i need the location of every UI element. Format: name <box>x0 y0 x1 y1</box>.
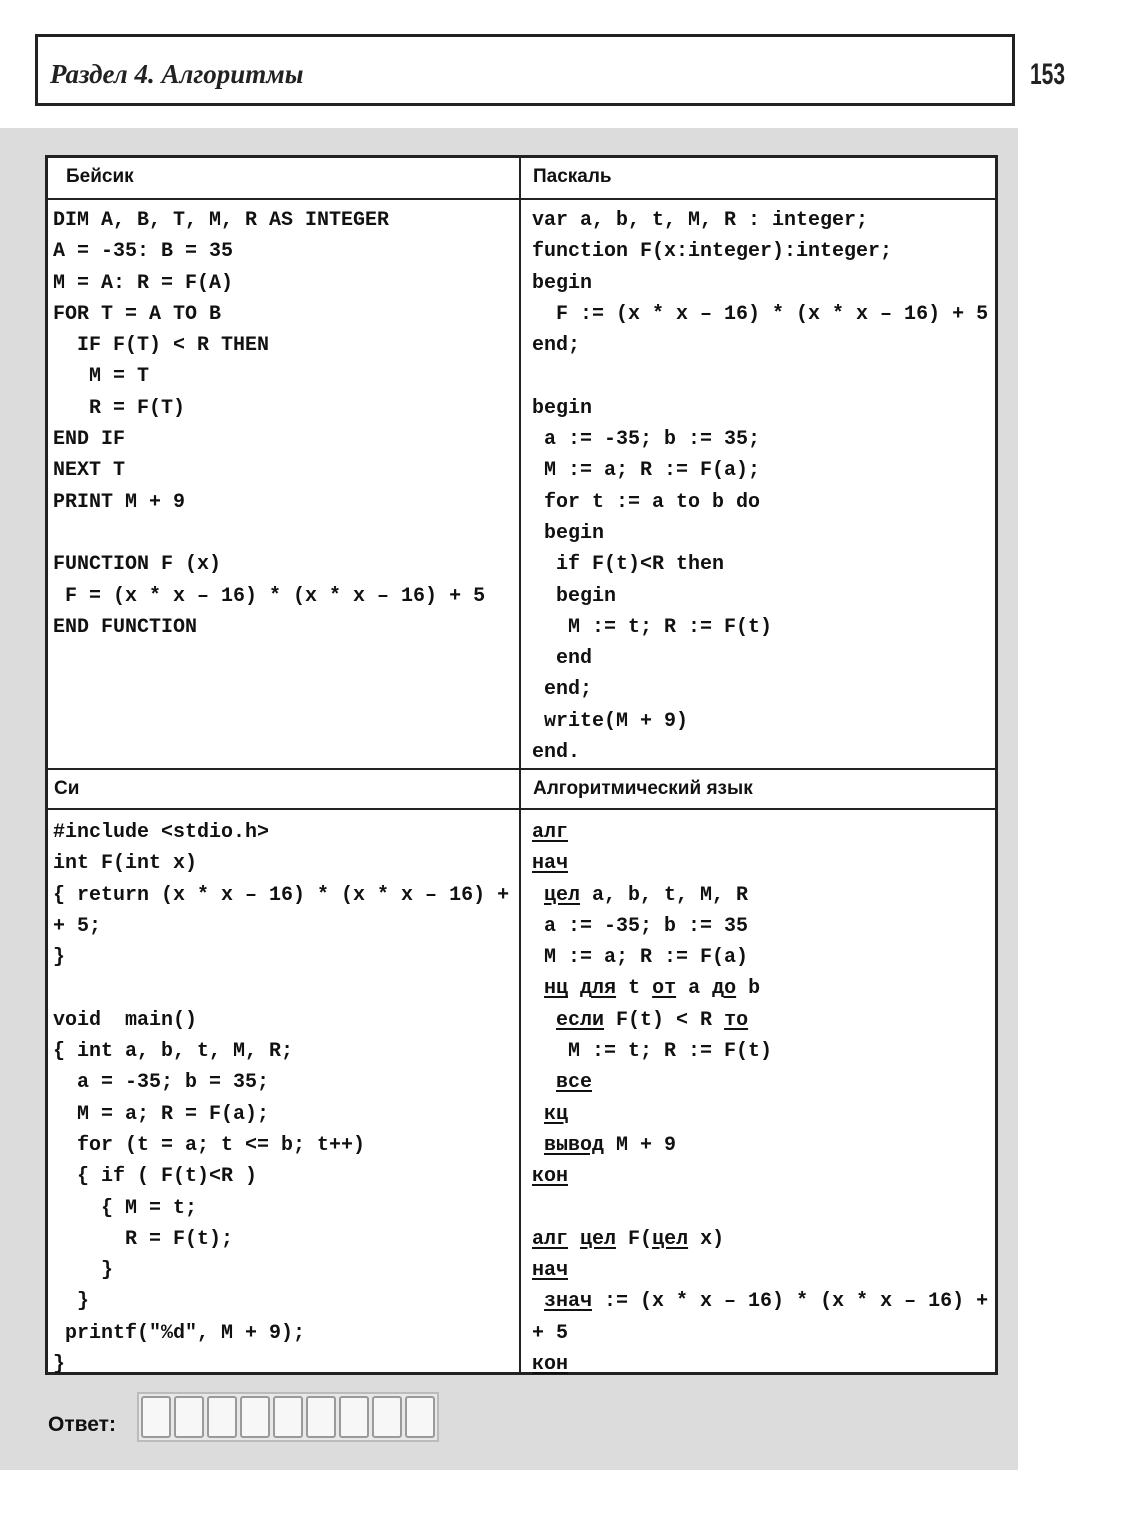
code-line: PRINT M + 9 <box>53 490 186 514</box>
keyword: цел <box>544 883 581 907</box>
code-line: end; <box>532 678 593 702</box>
code-text <box>568 977 580 1000</box>
code-line: M = a; R = F(a); <box>53 1102 270 1126</box>
answer-cell[interactable] <box>141 1396 171 1438</box>
code-line: FUNCTION F (x) <box>53 553 222 577</box>
code-text: a := -35; b := 35 <box>532 914 749 938</box>
basic-heading: Бейсик <box>66 166 134 187</box>
answer-field[interactable] <box>137 1392 439 1442</box>
c-heading: Си <box>54 778 80 799</box>
section-header <box>35 34 1015 106</box>
code-line <box>532 880 988 911</box>
code-line: END FUNCTION <box>53 615 198 639</box>
code-text <box>532 884 544 907</box>
code-line: write(M + 9) <box>532 709 689 733</box>
keyword: кц <box>544 1102 569 1126</box>
answer-cell[interactable] <box>174 1396 204 1438</box>
code-text <box>532 1134 544 1157</box>
header-divider-bottom <box>48 808 995 810</box>
code-line: DIM A, B, T, M, R AS INTEGER <box>53 209 390 232</box>
code-line: a := -35; b := 35; <box>532 428 761 452</box>
keyword: цел <box>652 1227 689 1251</box>
code-text <box>532 1290 544 1313</box>
code-text: F( <box>616 1227 653 1251</box>
answer-cell[interactable] <box>273 1396 303 1438</box>
keyword: нач <box>532 852 569 876</box>
code-line: } <box>53 1290 90 1314</box>
code-line: } <box>53 946 66 970</box>
code-line: void main() <box>53 1008 198 1032</box>
code-line: for (t = a; t <= b; t++) <box>53 1133 366 1157</box>
code-line: begin <box>532 521 605 545</box>
code-line: END IF <box>53 428 126 452</box>
code-line: F = (x * x – 16) * (x * x – 16) + 5 <box>53 584 486 608</box>
code-line <box>532 1067 988 1098</box>
keyword: кон <box>532 1165 569 1189</box>
code-line: { M = t; <box>53 1196 198 1220</box>
code-text: a <box>676 977 713 1001</box>
code-line: begin <box>532 396 593 420</box>
code-line <box>532 1130 988 1161</box>
code-line: M = T <box>53 365 150 389</box>
code-line: FOR T = A TO B <box>53 302 222 326</box>
code-text <box>532 1103 544 1126</box>
code-line <box>532 1255 988 1286</box>
code-line: M := a; R := F(a); <box>532 459 761 483</box>
code-text: a, b, t, M, R <box>580 883 749 907</box>
header-divider-top <box>48 198 995 200</box>
code-line <box>532 1036 988 1067</box>
code-line: if F(t)<R then <box>532 553 725 577</box>
answer-cell[interactable] <box>405 1396 435 1438</box>
code-line: A = -35: B = 35 <box>53 240 234 264</box>
code-line <box>532 817 988 848</box>
keyword: нц <box>544 977 569 1001</box>
code-text: M := a; R := F(a) <box>532 946 749 970</box>
code-text <box>532 977 544 1000</box>
keyword: цел <box>580 1227 617 1251</box>
code-line <box>532 1349 988 1380</box>
code-line: } <box>53 1353 66 1377</box>
code-line: + 5; <box>53 914 102 938</box>
basic-code <box>53 205 485 643</box>
code-line: } <box>53 1259 114 1283</box>
pascal-heading: Паскаль <box>533 166 612 187</box>
code-line <box>532 848 988 879</box>
code-line <box>532 1318 988 1349</box>
keyword: то <box>724 1008 749 1032</box>
code-line <box>53 518 485 549</box>
keyword: нач <box>532 1259 569 1283</box>
keyword: алг <box>532 821 569 844</box>
page-number: 153 <box>1030 58 1066 91</box>
code-line: { return (x * x – 16) * (x * x – 16) + <box>53 883 510 907</box>
code-line: M = A: R = F(A) <box>53 271 234 295</box>
c-code <box>53 817 509 1380</box>
answer-cell[interactable] <box>207 1396 237 1438</box>
pascal-code <box>532 205 988 768</box>
keyword: вывод <box>544 1133 605 1157</box>
code-line: for t := a to b do <box>532 490 761 514</box>
code-line <box>532 942 988 973</box>
code-line: NEXT T <box>53 459 126 483</box>
answer-cell[interactable] <box>240 1396 270 1438</box>
code-line: R = F(t); <box>53 1227 234 1251</box>
code-line: R = F(T) <box>53 396 186 420</box>
code-line <box>532 1286 988 1317</box>
code-line <box>532 1193 988 1224</box>
keyword: знач <box>544 1290 593 1314</box>
algo-code <box>532 817 988 1380</box>
code-line <box>53 973 509 1004</box>
code-line <box>532 1161 988 1192</box>
code-text: M := t; R := F(t) <box>532 1040 773 1064</box>
answer-label: Ответ: <box>48 1413 116 1436</box>
code-text: := (x * x – 16) * (x * x – 16) + <box>592 1290 989 1314</box>
code-line <box>532 911 988 942</box>
code-line: F := (x * x – 16) * (x * x – 16) + 5 <box>532 302 989 326</box>
keyword: кон <box>532 1353 569 1377</box>
code-text: x) <box>688 1227 725 1251</box>
code-line: function F(x:integer):integer; <box>532 240 893 264</box>
code-line: var a, b, t, M, R : integer; <box>532 209 869 232</box>
column-divider <box>519 158 521 1372</box>
answer-cell[interactable] <box>339 1396 369 1438</box>
code-line: begin <box>532 271 593 295</box>
keyword: до <box>712 977 737 1001</box>
keyword: все <box>556 1071 593 1095</box>
code-line <box>532 1224 988 1255</box>
code-line <box>532 361 988 392</box>
answer-cell[interactable] <box>372 1396 402 1438</box>
code-text: + 5 <box>532 1321 569 1345</box>
code-line <box>532 1005 988 1036</box>
code-line <box>532 1099 988 1130</box>
algo-heading: Алгоритмический язык <box>533 778 753 799</box>
code-text <box>532 1009 556 1032</box>
code-text: t <box>616 977 653 1001</box>
answer-cell[interactable] <box>306 1396 336 1438</box>
keyword: для <box>580 977 617 1001</box>
code-line: IF F(T) < R THEN <box>53 334 270 358</box>
code-line: end <box>532 647 593 671</box>
code-line: a = -35; b = 35; <box>53 1071 270 1095</box>
section-title: Раздел 4. Алгоритмы <box>50 59 304 89</box>
code-line: printf("%d", M + 9); <box>53 1321 306 1345</box>
code-line: end. <box>532 741 581 765</box>
code-text: b <box>736 977 761 1001</box>
code-text <box>532 1071 556 1094</box>
keyword: от <box>652 977 677 1001</box>
code-line: int F(int x) <box>53 852 198 876</box>
code-line: end; <box>532 334 581 358</box>
code-line: { if ( F(t)<R ) <box>53 1165 258 1189</box>
code-text: F(t) < R <box>604 1008 725 1032</box>
code-line: M := t; R := F(t) <box>532 615 773 639</box>
keyword: алг <box>532 1227 569 1251</box>
code-text: M + 9 <box>604 1133 677 1157</box>
code-line: { int a, b, t, M, R; <box>53 1040 294 1064</box>
code-line <box>532 973 988 1004</box>
code-line: begin <box>532 584 617 608</box>
code-table <box>45 155 998 1375</box>
code-text <box>568 1228 580 1251</box>
code-line: #include <stdio.h> <box>53 821 270 844</box>
keyword: если <box>556 1008 605 1032</box>
